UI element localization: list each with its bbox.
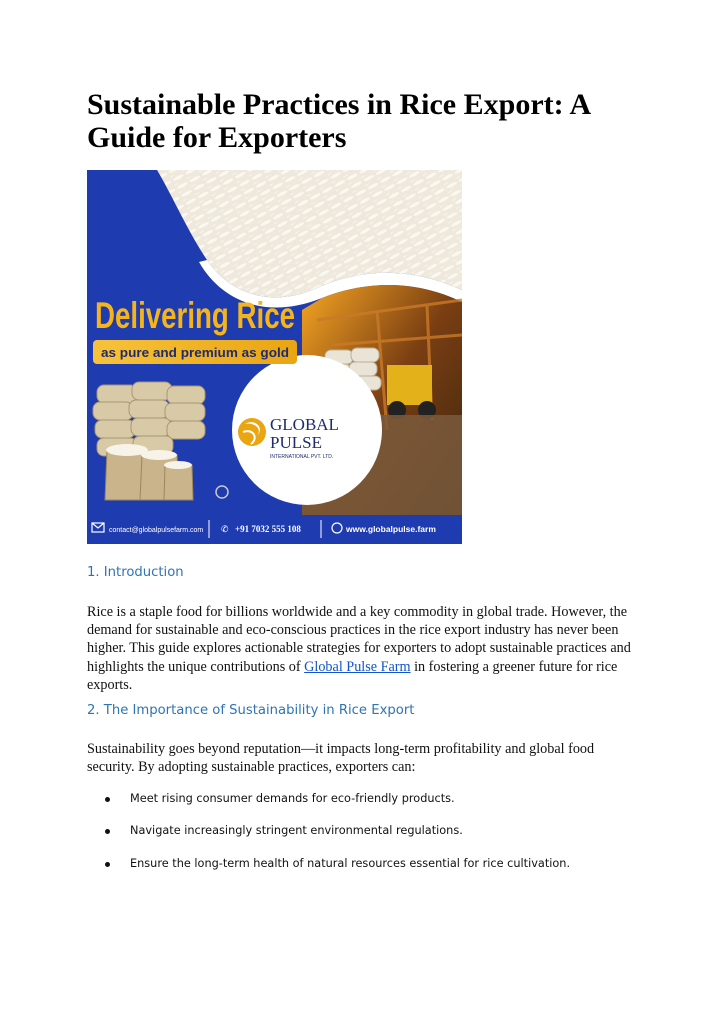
bullet-icon — [105, 829, 110, 834]
list-item-text: Meet rising consumer demands for eco-friendly products. — [130, 792, 455, 805]
importance-paragraph: Sustainability goes beyond reputation—it impacts long-term profitability and global food security. By adopting sustainable practices, exporters can: — [87, 741, 595, 776]
logo-line3: INTERNATIONAL PVT. LTD. — [270, 454, 334, 460]
contact-web: www.globalpulse.farm — [346, 524, 436, 534]
contact-email: contact@globalpulsefarm.com — [109, 527, 204, 534]
bullet-icon — [105, 862, 110, 867]
list-item-text: Navigate increasingly stringent environmental regulations. — [130, 824, 463, 837]
banner-image — [87, 170, 462, 544]
section-heading-introduction: 1. Introduction — [87, 565, 184, 580]
intro-text-start: Rice is a staple food for billions worldwide and a key commodity in global trade. However, the demand for sustainable and eco-conscious practices in the rice export industry has never been higher. This guide explores actionable strategies for exporters to adopt sustainable practices and highlights the unique contributions of — [87, 604, 631, 675]
section-heading-importance: 2. The Importance of Sustainability in Rice Export — [87, 703, 415, 718]
bullet-icon — [105, 797, 110, 802]
banner-headline: Delivering Rice — [95, 295, 295, 336]
logo-line2: PULSE — [270, 433, 322, 452]
banner-tagline: as pure and premium as gold — [101, 345, 290, 360]
logo-line1: GLOBAL — [270, 415, 339, 434]
contact-phone: +91 7032 555 108 — [235, 524, 301, 534]
intro-text-end: in fostering a greener future for rice exports. — [87, 658, 618, 693]
phone-icon: ✆ — [221, 525, 229, 535]
document-title: Sustainable Practices in Rice Export: A Guide for Exporters — [87, 88, 590, 154]
list-item-text: Ensure the long-term health of natural resources essential for rice cultivation. — [130, 857, 571, 870]
global-pulse-farm-link[interactable]: Global Pulse Farm — [304, 658, 411, 675]
introduction-paragraph — [87, 603, 637, 694]
